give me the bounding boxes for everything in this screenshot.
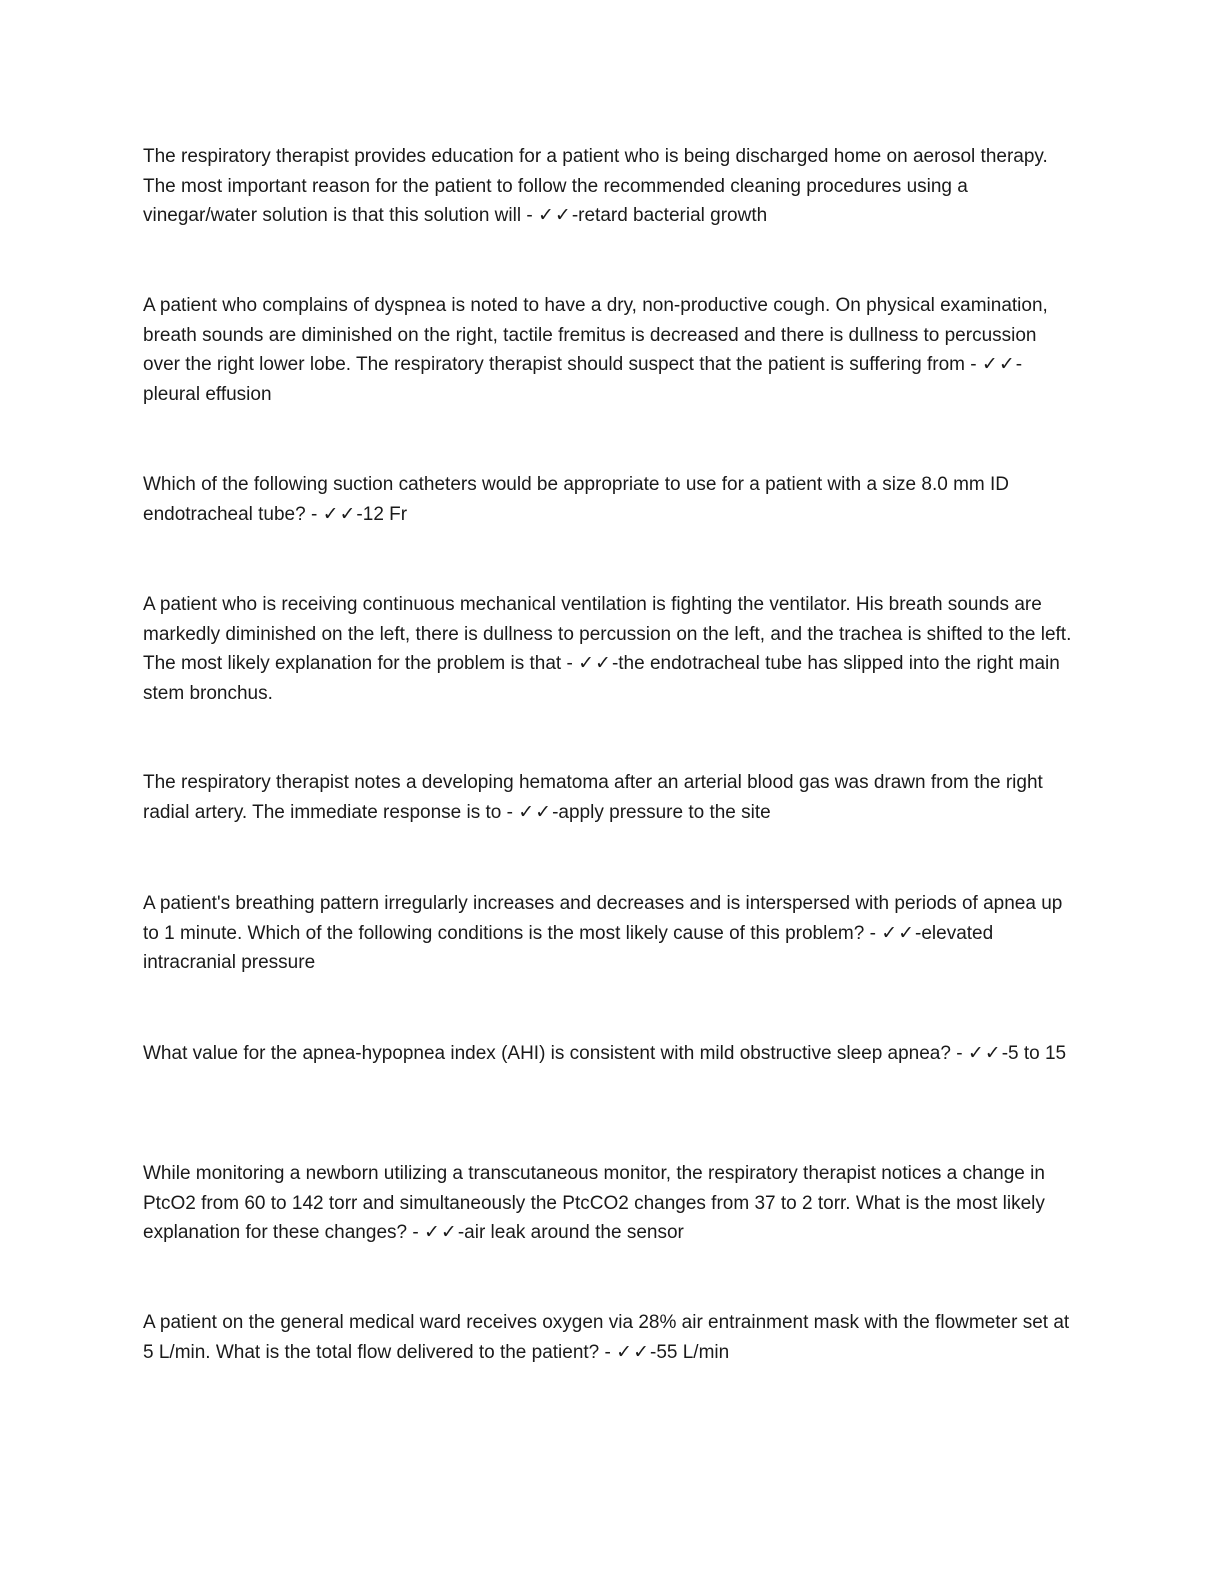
answer-text: -12 Fr <box>356 503 408 525</box>
checkmark-icon: ✓✓ <box>322 502 357 525</box>
qa-item <box>143 470 1078 529</box>
question-text: A patient who is receiving continuous mechanical ventilation is fighting the ventilator. His breath sounds are markedly diminished on the left, there is dullness to percussion on the left, and the trachea is shifted to the left. The most likely explanation for the problem is that <box>143 594 1072 674</box>
answer-text: -the endotracheal tube has slipped into the right main stem bronchus. <box>143 653 1060 704</box>
question-text: While monitoring a newborn utilizing a transcutaneous monitor, the respiratory therapist notices a change in PtcO2 from 60 to 142 torr and simultaneously the PtcCO2 changes from 37 to 2 torr. What is the most likely explanation for these changes? <box>143 1163 1045 1243</box>
answer-text: -pleural effusion <box>143 354 1023 405</box>
checkmark-icon: ✓✓ <box>981 353 1016 375</box>
question-text: A patient who complains of dyspnea is noted to have a dry, non-productive cough. On physical examination, breath sounds are diminished on the right, tactile fremitus is decreased and there is dullness to percussion over the right lower lobe. The respiratory therapist should suspect that the patient is suffering from <box>143 295 1048 375</box>
checkmark-icon: ✓✓ <box>518 800 553 823</box>
qa-item <box>143 142 1078 231</box>
separator: - <box>864 922 882 944</box>
separator: - <box>501 801 519 823</box>
question-text: What value for the apnea-hypopnea index (AHI) is consistent with mild obstructive sleep apnea? <box>143 1043 951 1064</box>
question-text: A patient on the general medical ward receives oxygen via 28% air entrainment mask with the flowmeter set at 5 L/min. What is the total flow delivered to the patient? <box>143 1312 1070 1363</box>
answer-text: -retard bacterial growth <box>571 205 768 226</box>
separator: - <box>950 1043 968 1064</box>
qa-item <box>143 590 1078 708</box>
qa-item <box>143 889 1078 978</box>
separator: - <box>965 354 982 375</box>
separator: - <box>599 1341 617 1363</box>
qa-item <box>143 1308 1078 1367</box>
separator: - <box>521 205 538 226</box>
checkmark-icon: ✓✓ <box>537 204 572 226</box>
answer-text: -5 to 15 <box>1001 1043 1067 1064</box>
checkmark-icon: ✓✓ <box>881 921 916 944</box>
question-text: The respiratory therapist provides education for a patient who is being discharged home on aerosol therapy. The most important reason for the patient to follow the recommended cleaning procedures using a vinegar/water solution is that this solution will <box>143 146 1048 226</box>
answer-text: -apply pressure to the site <box>552 801 771 823</box>
question-text: A patient's breathing pattern irregularly increases and decreases and is interspersed with periods of apnea up to 1 minute. Which of the following conditions is the most likely cause of this problem? <box>143 893 1063 944</box>
question-text: Which of the following suction catheters would be appropriate to use for a patient with a size 8.0 mm ID endotracheal tube? <box>143 474 1010 525</box>
answer-text: -elevated intracranial pressure <box>143 922 994 973</box>
qa-item <box>143 1039 1078 1069</box>
checkmark-icon: ✓✓ <box>423 1221 458 1243</box>
answer-text: -55 L/min <box>650 1341 730 1363</box>
answer-text: -air leak around the sensor <box>457 1222 684 1243</box>
checkmark-icon: ✓✓ <box>616 1340 650 1363</box>
checkmark-icon: ✓✓ <box>967 1042 1002 1064</box>
question-text: The respiratory therapist notes a developing hematoma after an arterial blood gas was drawn from the right radial artery. The immediate response is to <box>143 772 1043 823</box>
separator: - <box>305 503 323 525</box>
separator: - <box>561 653 579 674</box>
qa-item <box>143 1159 1078 1248</box>
separator: - <box>407 1222 424 1243</box>
qa-item <box>143 291 1078 409</box>
qa-item <box>143 768 1078 827</box>
checkmark-icon: ✓✓ <box>578 652 612 674</box>
